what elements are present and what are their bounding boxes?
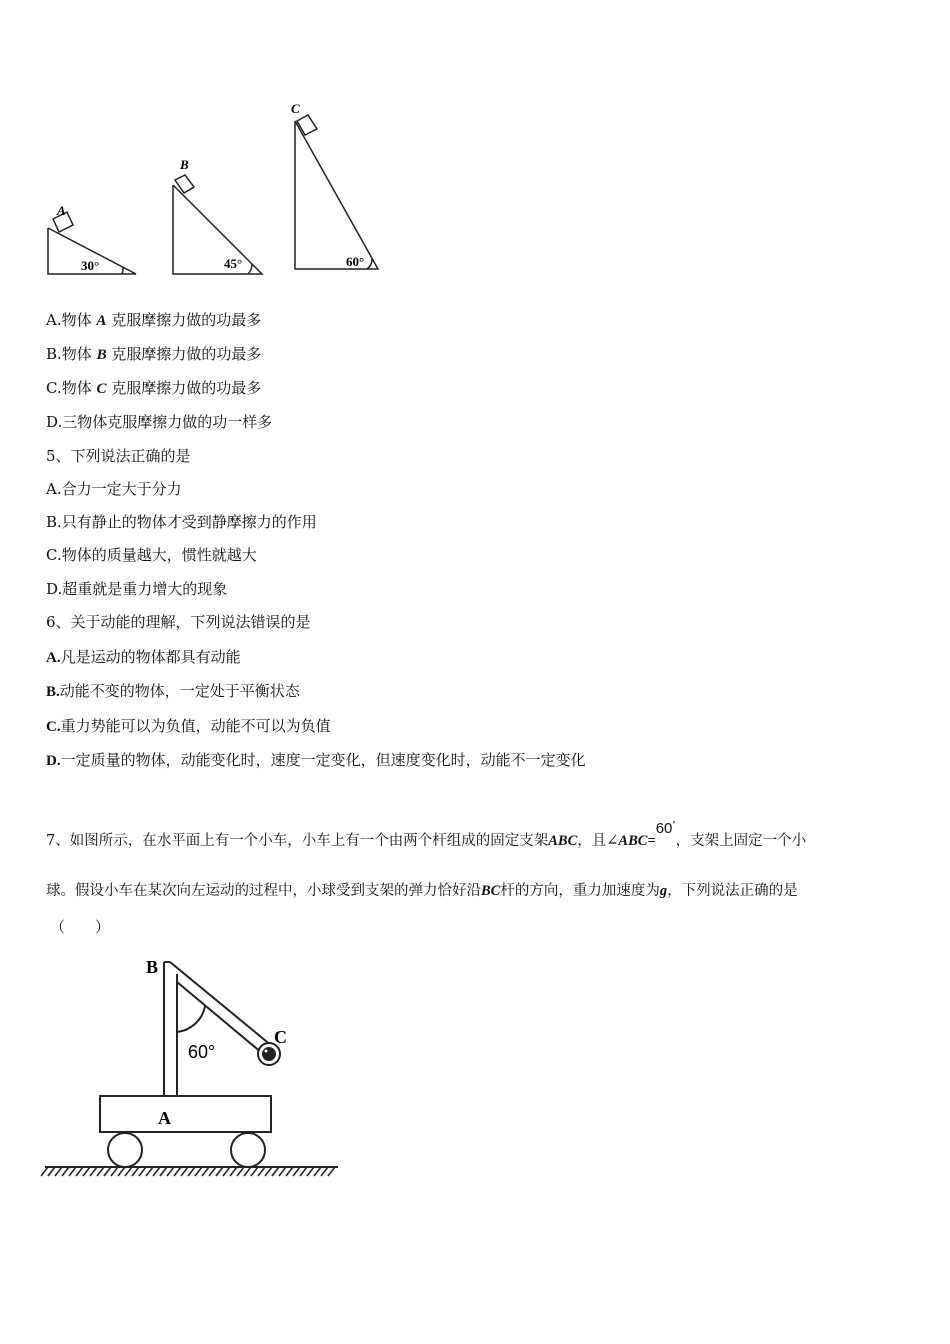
q7-line1-a: 7、如图所示，在水平面上有一个小车，小车上有一个由两个杆组成的固定支架 <box>46 833 549 849</box>
incline-b-label: B <box>180 157 189 172</box>
hatch-stroke <box>62 1167 69 1176</box>
cart-body <box>100 1096 271 1132</box>
q6-option-a-letter: A. <box>46 650 61 666</box>
hatch-stroke <box>293 1167 300 1176</box>
hatch-stroke <box>286 1167 293 1176</box>
hatch-stroke <box>146 1167 153 1176</box>
label-c: C <box>274 1027 287 1047</box>
hatch-stroke <box>209 1167 216 1176</box>
hatch-stroke <box>97 1167 104 1176</box>
q7-g: g <box>659 883 668 899</box>
q7-line2-a: 球。假设小车在某次向左运动的过程中，小球受到支架的弹力恰好沿 <box>46 883 481 899</box>
hatch-stroke <box>104 1167 111 1176</box>
q7-line2-c: ，下列说法正确的是 <box>667 883 798 899</box>
label-a: A <box>158 1108 171 1128</box>
hatch-stroke <box>237 1167 244 1176</box>
hatch-stroke <box>41 1167 48 1176</box>
hatch-stroke <box>279 1167 286 1176</box>
incline-b <box>173 175 262 274</box>
q4-option-c-prefix: C.物体 <box>46 379 92 397</box>
wheel-right <box>231 1133 265 1167</box>
ground-hatching <box>41 1167 335 1176</box>
hatch-stroke <box>251 1167 258 1176</box>
hatch-stroke <box>272 1167 279 1176</box>
label-b: B <box>146 957 159 977</box>
hatch-stroke <box>195 1167 202 1176</box>
hatch-stroke <box>90 1167 97 1176</box>
q6-option-d-letter: D. <box>46 753 61 769</box>
hatch-stroke <box>139 1167 146 1176</box>
q7-angle-value: 60 <box>655 820 673 837</box>
wheel-left <box>108 1133 142 1167</box>
q7-angle-degree: ° <box>672 820 676 829</box>
q6-option-b-text: 动能不变的物体，一定处于平衡状态 <box>59 682 300 700</box>
q4-option-b <box>46 344 261 365</box>
q7-abc: ABC <box>548 833 578 849</box>
hatch-stroke <box>188 1167 195 1176</box>
q6-stem: 6、关于动能的理解，下列说法错误的是 <box>46 613 311 631</box>
q4-option-b-var: B <box>96 347 107 363</box>
hatch-stroke <box>300 1167 307 1176</box>
hatch-stroke <box>160 1167 167 1176</box>
vertical-rod <box>164 962 177 1096</box>
q7-abc-eq: ABC= <box>618 833 656 849</box>
q4-option-a-rest: 克服摩擦力做的功最多 <box>111 311 262 329</box>
hatch-stroke <box>118 1167 125 1176</box>
q7-line2-b: 杆的方向，重力加速度为 <box>500 883 660 899</box>
q7-line1-c: ，支架上固定一个小 <box>675 833 807 849</box>
hatch-stroke <box>321 1167 328 1176</box>
hatch-stroke <box>328 1167 335 1176</box>
q4-option-c-var: C <box>96 381 107 397</box>
incline-c <box>295 115 378 269</box>
hatch-stroke <box>202 1167 209 1176</box>
hatch-stroke <box>48 1167 55 1176</box>
q4-option-c <box>46 378 261 399</box>
q7-angle-sup <box>656 820 676 837</box>
hatch-stroke <box>153 1167 160 1176</box>
hatch-stroke <box>307 1167 314 1176</box>
incline-a-angle: 30° <box>81 258 100 273</box>
q4-option-b-rest: 克服摩擦力做的功最多 <box>111 345 262 363</box>
q6-option-c <box>46 716 331 737</box>
hatch-stroke <box>167 1167 174 1176</box>
q5-option-a: A.合力一定大于分力 <box>46 480 182 498</box>
angle-arc <box>177 1006 205 1032</box>
q5-stem: 5、下列说法正确的是 <box>46 447 191 465</box>
q5-option-d: D.超重就是重力增大的现象 <box>46 580 228 598</box>
hatch-stroke <box>258 1167 265 1176</box>
q4-option-c-rest: 克服摩擦力做的功最多 <box>111 379 262 397</box>
hatch-stroke <box>314 1167 321 1176</box>
slanted-rod <box>170 962 272 1053</box>
q7-line1-b: ，且∠ <box>577 833 619 849</box>
incline-c-label: C <box>291 101 300 116</box>
q6-option-b-letter: B. <box>46 684 60 700</box>
cart-figure <box>40 950 350 1185</box>
hatch-stroke <box>111 1167 118 1176</box>
hatch-stroke <box>230 1167 237 1176</box>
q4-option-a <box>46 310 261 331</box>
q6-option-a-text: 凡是运动的物体都具有动能 <box>60 648 241 666</box>
q7-bc: BC <box>481 883 501 899</box>
incline-b-angle: 45° <box>224 256 243 271</box>
angle-label: 60° <box>188 1042 216 1062</box>
q7-line-1 <box>46 820 807 854</box>
q6-option-b <box>46 681 300 702</box>
hatch-stroke <box>174 1167 181 1176</box>
hatch-stroke <box>216 1167 223 1176</box>
hatch-stroke <box>223 1167 230 1176</box>
incline-c-angle: 60° <box>346 254 365 269</box>
q6-option-c-letter: C. <box>46 719 61 735</box>
hatch-stroke <box>76 1167 83 1176</box>
q4-option-a-var: A <box>96 313 107 329</box>
q6-option-c-text: 重力势能可以为负值，动能不可以为负值 <box>60 717 331 735</box>
hatch-stroke <box>132 1167 139 1176</box>
q5-option-b: B.只有静止的物体才受到静摩擦力的作用 <box>46 513 317 531</box>
q6-option-a <box>46 647 241 668</box>
hatch-stroke <box>55 1167 62 1176</box>
hatch-stroke <box>181 1167 188 1176</box>
hatch-stroke <box>125 1167 132 1176</box>
q7-answer-bracket: （ ） <box>50 918 111 936</box>
hatch-stroke <box>244 1167 251 1176</box>
q4-option-a-prefix: A.物体 <box>46 311 92 329</box>
hatch-stroke <box>83 1167 90 1176</box>
hatch-stroke <box>265 1167 272 1176</box>
q4-option-d: D.三物体克服摩擦力做的功一样多 <box>46 413 273 431</box>
q6-option-d <box>46 750 586 771</box>
q5-option-c: C.物体的质量越大，惯性就越大 <box>46 546 257 564</box>
q6-option-d-text: 一定质量的物体，动能变化时，速度一定变化，但速度变化时，动能不一定变化 <box>60 751 586 769</box>
inclined-planes-figure <box>40 95 390 280</box>
q4-option-b-prefix: B.物体 <box>46 345 92 363</box>
q7-line-2 <box>46 880 798 902</box>
incline-a-label: A <box>57 203 66 218</box>
hatch-stroke <box>69 1167 76 1176</box>
